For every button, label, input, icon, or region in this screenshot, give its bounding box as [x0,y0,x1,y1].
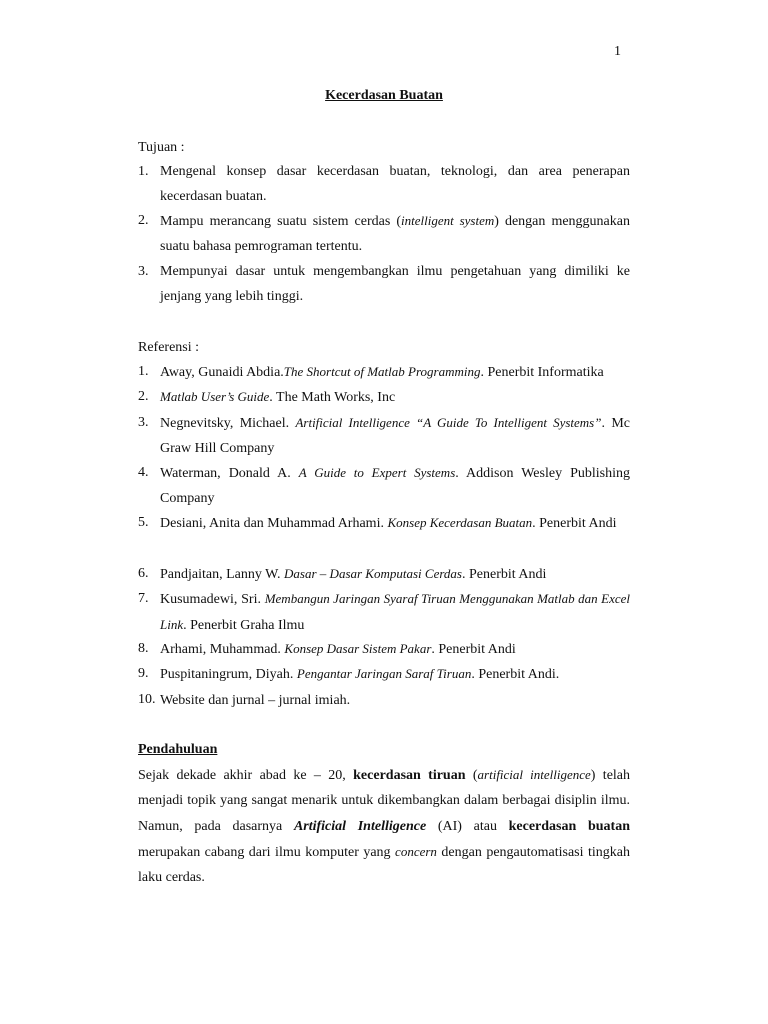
list-number: 7. [138,591,149,606]
reference-text: Puspitaningrum, Diyah. Pengantar Jaringan Saraf Tiruan. Penerbit Andi. [160,666,560,682]
reference-text: Kusumadewi, Sri. Membangun Jaringan Syaraf Tiruan Menggunakan Matlab dan Excel Link. Penerbit Graha Ilmu [160,591,630,634]
reference-text: Website dan jurnal – jurnal imiah. [160,693,351,708]
pendahuluan-heading: Pendahuluan [138,742,218,757]
list-number: 9. [138,666,149,681]
referensi-heading: Referensi : [138,340,200,355]
page-title: Kecerdasan Buatan [325,88,443,103]
list-number: 8. [138,641,149,656]
reference-item [138,359,630,385]
reference-text: Matlab User’s Guide. The Math Works, Inc [160,389,396,405]
list-number: 1. [138,364,149,379]
reference-text: Arhami, Muhammad. Konsep Dasar Sistem Pakar. Penerbit Andi [160,641,516,657]
tujuan-heading: Tujuan : [138,140,185,155]
reference-item [138,384,630,410]
list-number: 3. [138,264,149,279]
list-text: Mengenal konsep dasar kecerdasan buatan, teknologi, dan area penerapan kecerdasan buatan. [160,164,630,205]
list-text: Mempunyai dasar untuk mengembangkan ilmu pengetahuan yang dimiliki ke jenjang yang lebih tinggi. [160,264,630,305]
pendahuluan-paragraph: Sejak dekade akhir abad ke – 20, kecerdasan tiruan (artificial intelligence) telah menjadi topik yang sangat menarik untuk dikembangkan dalam berbagai disiplin ilmu. Namun, pada dasarnya Artificial Intelligence (AI) atau kecerdasan buatan merupakan cabang dari ilmu komputer yang concern dengan pengautomatisasi tingkah laku cerdas. [138,767,631,886]
list-item [138,259,630,310]
reference-item [138,687,630,713]
reference-text: Desiani, Anita dan Muhammad Arhami. Konsep Kecerdasan Buatan. Penerbit Andi [160,515,617,531]
list-number: 2. [138,213,149,228]
list-number: 2. [138,389,149,404]
list-number: 3. [138,415,149,430]
list-number: 4. [138,465,149,480]
list-item [138,208,630,260]
list-text: Mampu merancang suatu sistem cerdas (intelligent system) dengan menggunakan suatu bahasa pemrograman tertentu. [160,213,630,255]
reference-item [138,636,630,662]
page-number: 1 [614,44,621,59]
reference-item [138,586,630,639]
reference-text: Away, Gunaidi Abdia.The Shortcut of Matlab Programming. Penerbit Informatika [160,364,604,380]
reference-text: Negnevitsky, Michael. Artificial Intelligence “A Guide To Intelligent Systems”. Mc Graw Hill Company [160,415,630,457]
reference-item [138,410,630,462]
reference-item [138,510,630,536]
reference-item [138,460,630,512]
list-number: 5. [138,515,149,530]
reference-item [138,661,630,687]
list-number: 1. [138,164,149,179]
reference-item [138,561,630,587]
list-number: 6. [138,566,149,581]
list-item [138,159,630,210]
list-number: 10. [138,692,156,707]
reference-text: Pandjaitan, Lanny W. Dasar – Dasar Komputasi Cerdas. Penerbit Andi [160,566,547,582]
reference-text: Waterman, Donald A. A Guide to Expert Systems. Addison Wesley Publishing Company [160,465,630,507]
